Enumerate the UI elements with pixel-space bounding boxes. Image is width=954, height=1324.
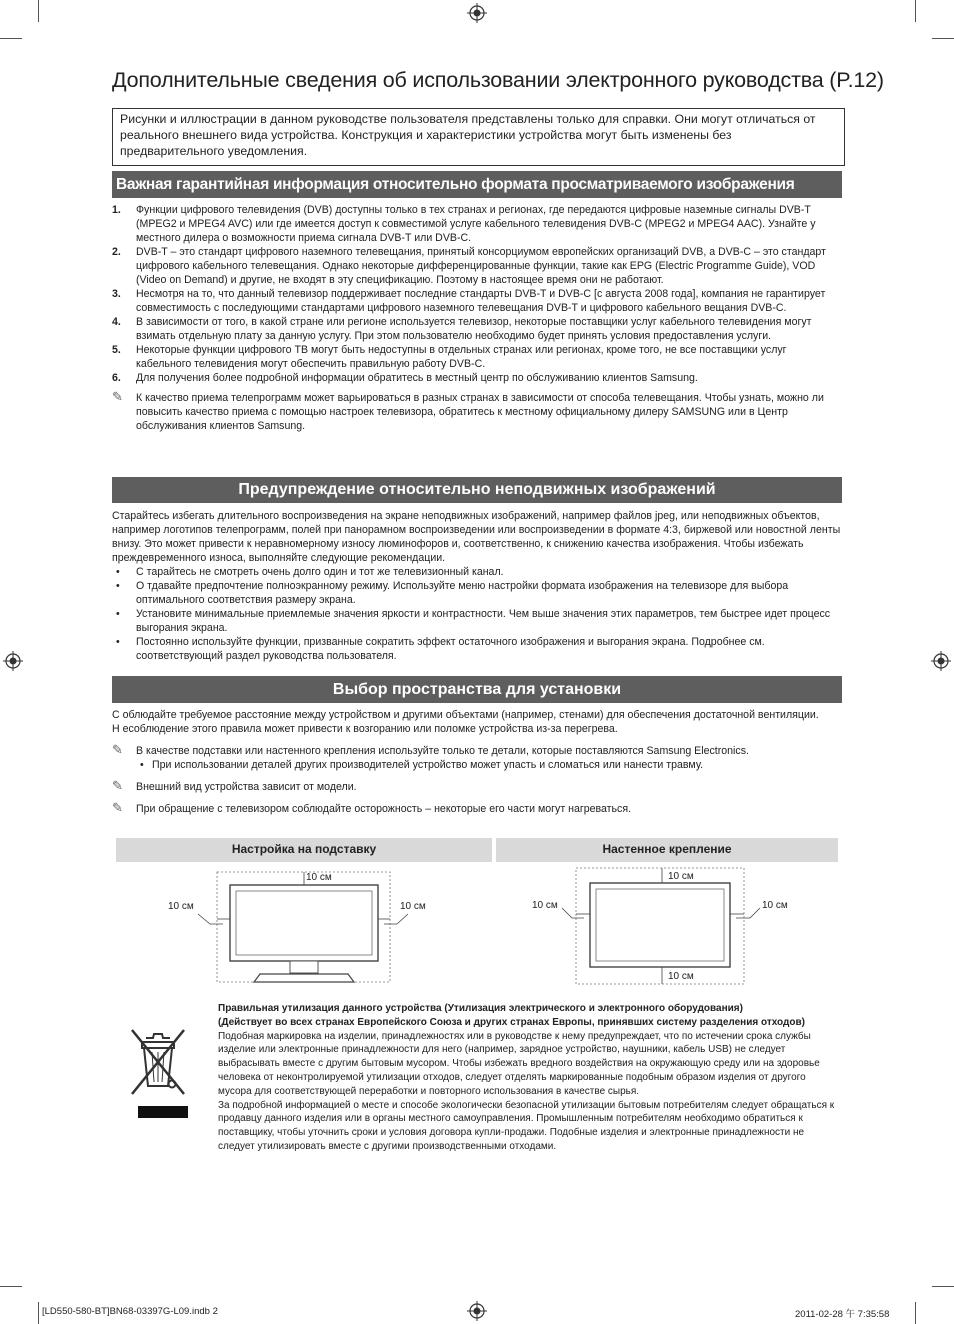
pencil-icon: ✎ — [112, 778, 123, 793]
clearance-label: 10 см — [762, 900, 788, 911]
list-item: 6. Для получения более подробной информации обратитесь в местный центр по обслуживанию клиентов Samsung. — [112, 372, 698, 384]
installation-heading: Выбор пространства для установки — [112, 676, 842, 703]
crop-mark — [915, 0, 916, 22]
clearance-label: 10 см — [668, 971, 694, 982]
disposal-heading: Правильная утилизация данного устройства (Утилизация электрического и электронного оборудования) — [218, 1003, 743, 1014]
warranty-note: ✎ К качество приема телепрограмм может варьироваться в разных странах в зависимости от способа телевещания. Чтобы узнать, можно ли повысить качество приема с помощью настроек телевизора, обратитесь к местному официальному дилеру SAMSUNG или в Центр обслуживания клиентов Samsung. — [112, 389, 824, 432]
installation-note: ✎ Внешний вид устройства зависит от модели. — [112, 778, 357, 793]
crop-mark — [932, 38, 954, 39]
clearance-label: 10 см — [668, 871, 694, 882]
list-item: 3. Несмотря на то, что данный телевизор поддерживает последние стандарты DVB-T и DVB-C [с августа 2008 года], компания не гарантирует совместимость с последующими стандартами цифрового наземного телевещания DVB-T и цифрового кабельного вещания DVB-C. — [112, 288, 826, 314]
disposal-text: (Действует во всех странах Европейского Союза и других странах Европы, принявших систему разделения отходов) Подобная маркировка на изделии, принадлежностях или в руководстве к нему предупреждает, что по истечении срока службы изделие или электронные принадлежности для него (например, зарядное устройство, наушники, кабель USB) не следует выбрасывать вместе с другим бытовым мусором. Чтобы избежать вредного воздействия на окружающую среду или на здоровье человека от неконтролируемой утилизации отходов, следует отделять маркированные подобным образом изделия от другого мусора для соответствующей переработки и повторного использования в качестве сырья. — [218, 1016, 820, 1097]
list-item: • Постоянно используйте функции, призванные сократить эффект остаточного изображения и выгорания экрана. Подробнее см. соответствующий раздел руководства пользователя. — [116, 636, 765, 662]
crop-mark — [38, 1302, 39, 1324]
warranty-heading: Важная гарантийная информация относительно формата просматриваемого изображения — [112, 171, 842, 198]
crop-mark — [0, 1286, 22, 1287]
footer-file: [LD550-580-BT]BN68-03397G-L09.indb 2 — [42, 1306, 218, 1317]
list-item: • О тдавайте предпочтение полноэкранному режиму. Используйте меню настройки формата изображения на телевизоре для выбора оптимального соответствия размеру экрана. — [116, 580, 789, 606]
registration-target-icon — [3, 651, 23, 671]
list-item: 5. Некоторые функции цифрового ТВ могут быть недоступны в отдельных странах или регионах, кроме того, не все поставщики услуг кабельного телевидения могут обеспечить правильную работу DVB-C. — [112, 344, 787, 370]
weee-bin-icon — [124, 1024, 194, 1124]
list-item: • С тарайтесь не смотреть очень долго один и тот же телевизионный канал. — [116, 566, 504, 578]
registration-target-icon — [467, 1301, 487, 1321]
installation-note: ✎ При обращение с телевизором соблюдайте осторожность – некоторые его части могут нагреваться. — [112, 800, 632, 815]
installation-intro: С облюдайте требуемое расстояние между устройством и другими объектами (например, стенами) для обеспечения достаточной вентиляции. — [112, 709, 819, 721]
clearance-label: 10 см — [168, 901, 194, 912]
crop-mark — [915, 1302, 916, 1324]
installation-section — [112, 708, 842, 816]
clearance-label: 10 см — [532, 900, 558, 911]
stand-diagram — [160, 866, 450, 990]
wall-label: Настенное крепление — [496, 838, 838, 862]
crop-mark — [38, 0, 39, 22]
registration-target-icon — [467, 3, 487, 23]
page-title: Дополнительные сведения об использовании электронного руководства (P.12) — [112, 68, 884, 92]
pencil-icon: ✎ — [112, 742, 123, 757]
crop-mark — [932, 1286, 954, 1287]
wall-diagram — [540, 864, 810, 988]
installation-intro: Н есоблюдение этого правила может привести к возгоранию или поломке устройства из-за перегрева. — [112, 723, 618, 735]
still-image-section — [112, 509, 842, 663]
installation-note: ✎ В качестве подставки или настенного крепления используйте только те детали, которые поставляются Samsung Electronics. — [112, 742, 749, 757]
pencil-icon: ✎ — [112, 800, 123, 815]
still-image-intro: Старайтесь избегать длительного воспроизведения на экране неподвижных изображений, например файлов jpeg, или неподвижных объектов, например логотипов телепрограмм, полей при панорамном воспроизведении или воспроизведении в формате 4:3, биржевой или новостной ленты внизу. Это может привести к неравномерному износу люминофоров и, соответственно, к снижению качества изображения. Чтобы избежать преждевременного износа, выполняйте следующие рекомендации. — [112, 510, 841, 564]
list-item: 1. Функции цифрового телевидения (DVB) доступны только в тех странах и регионах, где передаются цифровые наземные сигналы DVB-T (MPEG2 и MPEG4 AVC) или где имеется доступ к совместимой услуге кабельного телевидения DVB-C (MPEG2 и MPEG4 AAC). Узнайте у местного дилера о возможности приема сигнала DVB-T или DVB-C. — [112, 204, 816, 244]
list-item: 2. DVB-T – это стандарт цифрового наземного телевещания, принятый консорциумом европейских организаций DVB, а DVB-C – это стандарт цифрового кабельного телевещания. Однако некоторые дифференцированные функции, такие как EPG (Electric Programme Guide), VOD (Video on Demand) и другие, не входят в эту спецификацию. Поэтому в настоящее время они не работают. — [112, 246, 826, 286]
registration-target-icon — [931, 651, 951, 671]
list-item: • При использовании деталей других производителей устройство может упасть и сломаться или нанести травму. — [140, 759, 704, 771]
disposal-section — [218, 1002, 842, 1154]
warranty-list — [112, 203, 842, 433]
list-item: • Установите минимальные приемлемые значения яркости и контрастности. Чем выше значения этих параметров, тем быстрее идет процесс выгорания экрана. — [116, 608, 831, 634]
list-item: 4. В зависимости от того, в какой стране или регионе используется телевизор, некоторые поставщики услуг кабельного телевидения могут взимать отдельную плату за данную услугу. При этом пользователю необходимо будет принять условия предоставления услуги. — [112, 316, 812, 342]
clearance-label: 10 см — [400, 901, 426, 912]
stand-label: Настройка на подставку — [116, 838, 492, 862]
crop-mark — [0, 38, 22, 39]
still-image-heading: Предупреждение относительно неподвижных изображений — [112, 477, 842, 503]
disclaimer-box: Рисунки и иллюстрации в данном руководстве пользователя представлены только для справки. Они могут отличаться от реального внешнего вида устройства. Конструкция и характеристики устройства могут быть изменены без предварительного уведомления. — [112, 108, 845, 166]
pencil-icon: ✎ — [112, 389, 123, 404]
disposal-text: За подробной информацией о месте и способе экологически безопасной утилизации бытовым потребителям следует обращаться к продавцу данного изделия или в органы местного самоуправления. Промышленным потребителям необходимо обратиться к поставщику, чтобы уточнить сроки и условия договора купли-продажи. Подобные изделия и электронные принадлежности не следует утилизировать вместе с другими производственными отходами. — [218, 1099, 835, 1152]
footer-date: 2011-02-28 午 7:35:58 — [795, 1309, 890, 1320]
clearance-label: 10 см — [306, 872, 332, 883]
